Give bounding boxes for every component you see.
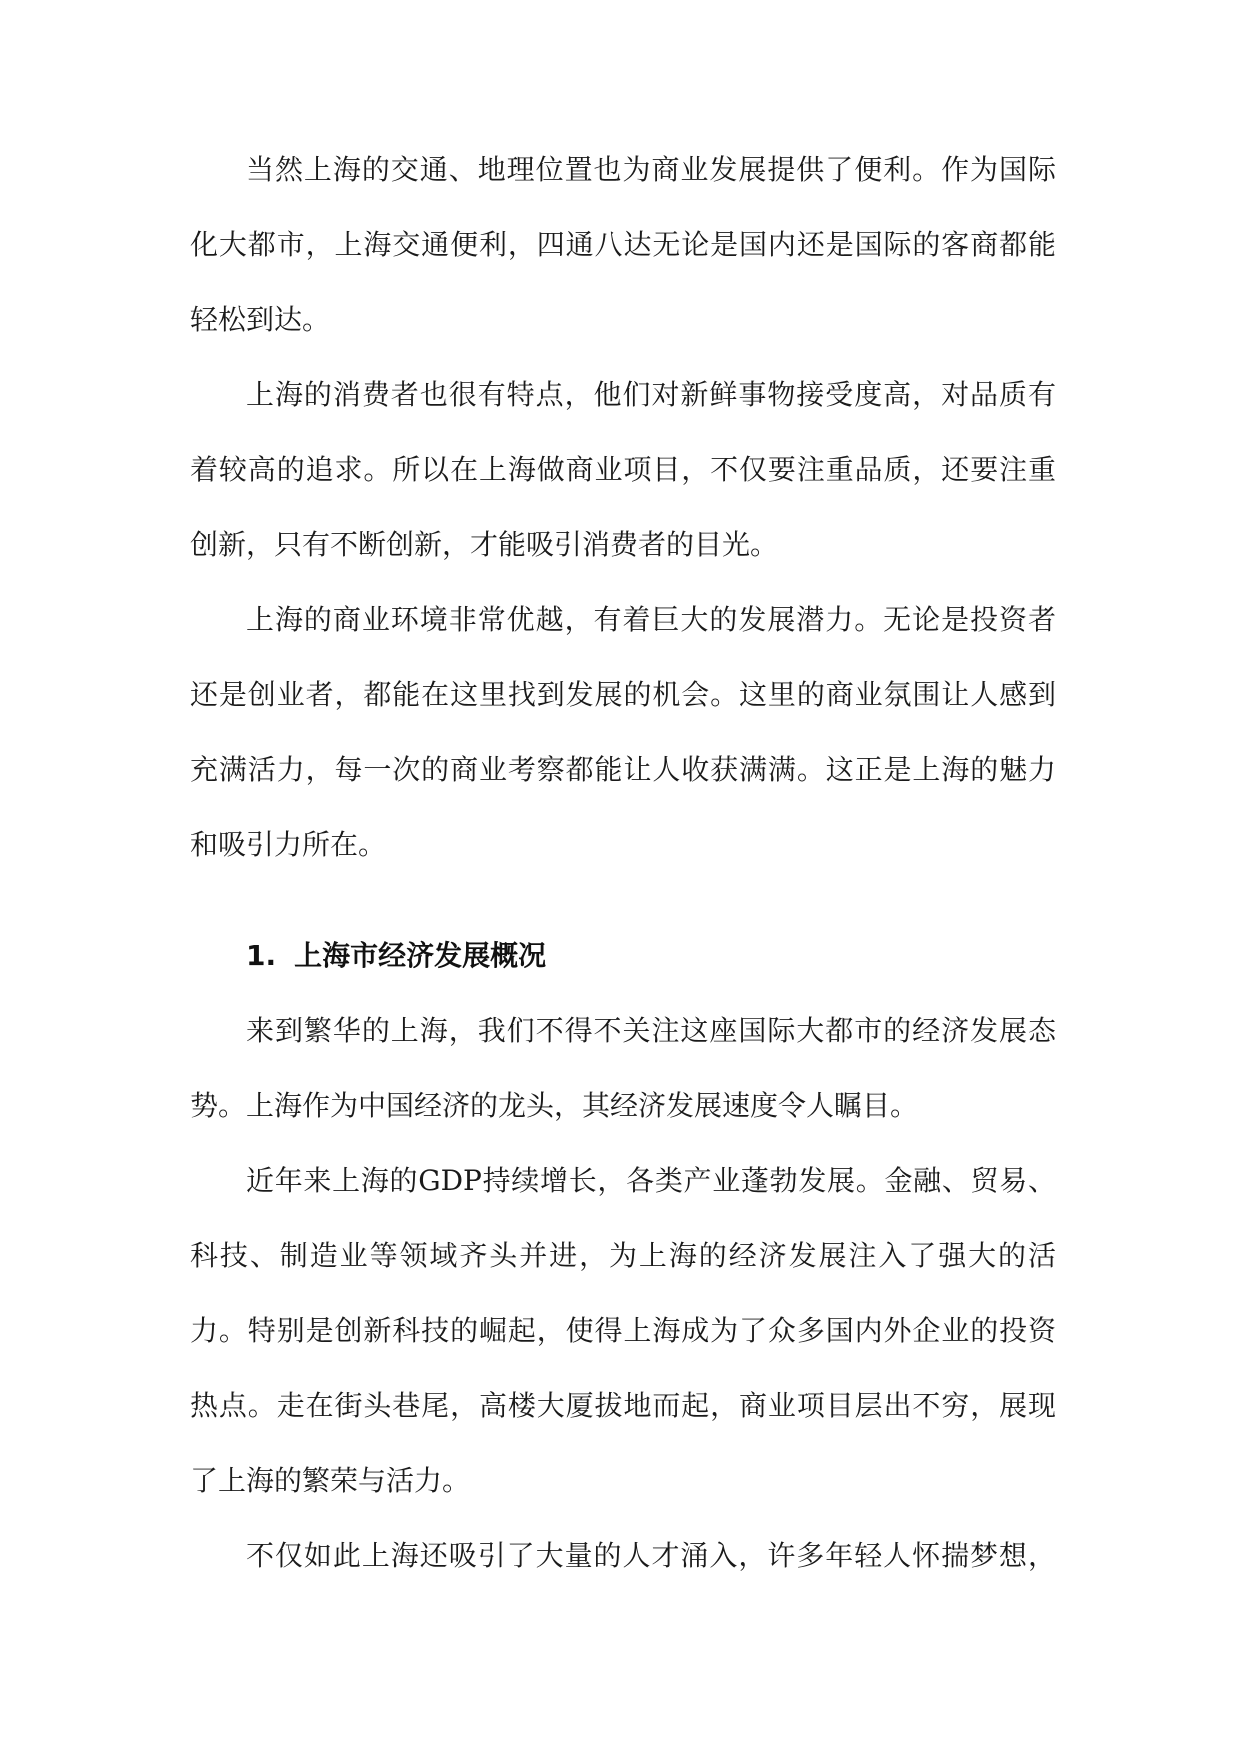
paragraph-consumers: 上海的消费者也很有特点，他们对新鲜事物接受度高，对品质有着较高的追求。所以在上海做商业项目，不仅要注重品质，还要注重创新，只有不断创新，才能吸引消费者的目光。	[190, 378, 1056, 561]
document-body	[190, 132, 1056, 1593]
paragraph-talent: 不仅如此上海还吸引了大量的人才涌入，许多年轻人怀揣梦想，	[246, 1539, 1056, 1572]
paragraph-business-environment: 上海的商业环境非常优越，有着巨大的发展潜力。无论是投资者还是创业者，都能在这里找到发展的机会。这里的商业氛围让人感到充满活力，每一次的商业考察都能让人收获满满。这正是上海的魅力和吸引力所在。	[190, 603, 1056, 861]
paragraph-economy-intro: 来到繁华的上海，我们不得不关注这座国际大都市的经济发展态势。上海作为中国经济的龙头，其经济发展速度令人瞩目。	[190, 1014, 1056, 1122]
section-heading	[190, 918, 1056, 993]
section-title: 上海市经济发展概况	[294, 939, 547, 972]
paragraph-gdp-growth: 近年来上海的GDP持续增长，各类产业蓬勃发展。金融、贸易、科技、制造业等领域齐头并进，为上海的经济发展注入了强大的活力。特别是创新科技的崛起，使得上海成为了众多国内外企业的投资热点。走在街头巷尾，高楼大厦拔地而起，商业项目层出不穷，展现了上海的繁荣与活力。	[190, 1164, 1056, 1497]
section-number: 1.	[246, 939, 277, 972]
paragraph-transport: 当然上海的交通、地理位置也为商业发展提供了便利。作为国际化大都市，上海交通便利，四通八达无论是国内还是国际的客商都能轻松到达。	[190, 153, 1056, 336]
